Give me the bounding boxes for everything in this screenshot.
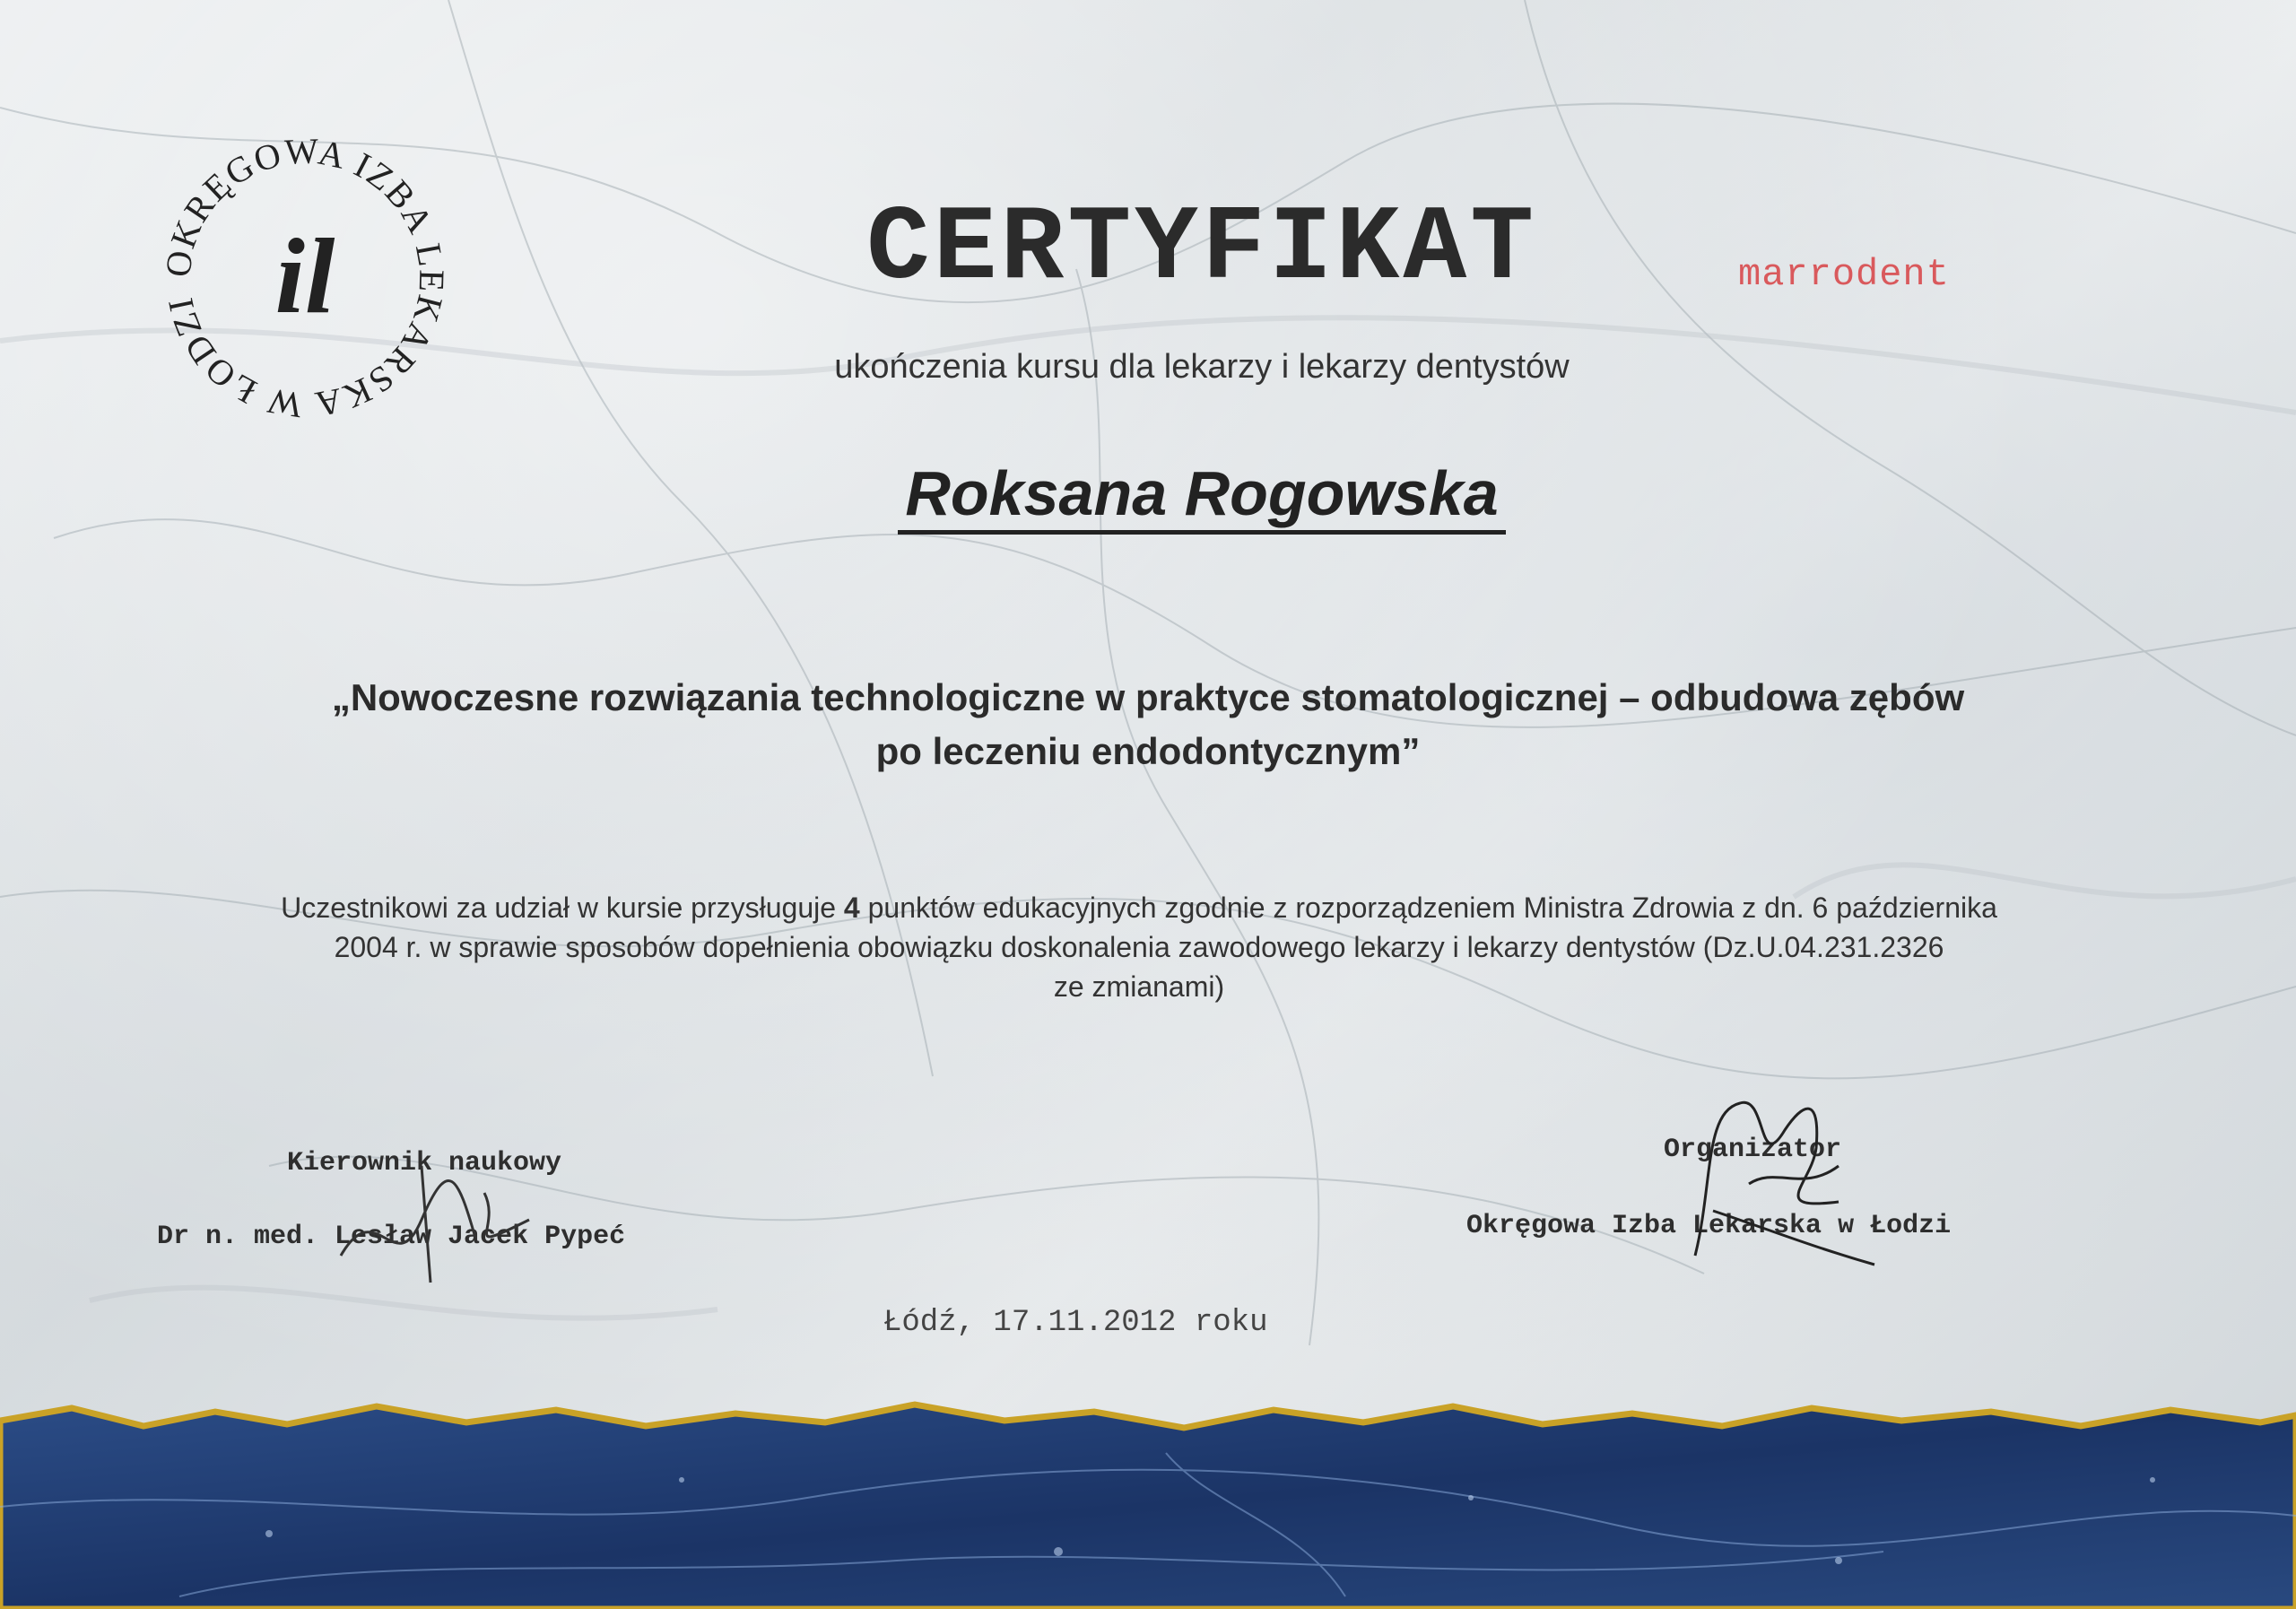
certificate-subtitle: ukończenia kursu dla lekarzy i lekarzy dentystów xyxy=(834,348,1570,386)
points-line1: Uczestnikowi za udział w kursie przysługuje 4 punktów edukacyjnych zgodnie z rozporządzeniem Ministra Zdrowia z dn. 6 października xyxy=(281,891,1997,924)
recipient-name: Roksana Rogowska xyxy=(0,457,2296,529)
left-signatory-name: Dr n. med. Lesław Jacek Pypeć xyxy=(157,1222,626,1252)
right-signature xyxy=(1659,1076,1892,1292)
course-title-line2: po leczeniu endodontycznym” xyxy=(875,730,1421,772)
points-line2: 2004 r. w sprawie sposobów dopełnienia obowiązku doskonalenia zawodowego lekarzy i lekarzy dentystów (Dz.U.04.231.2326 xyxy=(334,931,1944,963)
points-line3: ze zmianami) xyxy=(1053,970,1225,1003)
points-statement xyxy=(108,888,2170,1006)
right-signatory-name: Okręgowa Izba Lekarska w Łodzi xyxy=(1466,1211,1952,1241)
course-title-line1: „Nowoczesne rozwiązania technologiczne w praktyce stomatologicznej – odbudowa zębów xyxy=(331,676,1965,718)
certificate-title: CERTYFIKAT xyxy=(865,190,1538,309)
brand-name: marrodent xyxy=(1738,253,1950,296)
place-and-date: Łódź, 17.11.2012 roku xyxy=(883,1306,1268,1340)
svg-text:OKRĘGOWA IZBA LEKARSKA W ŁODZI: OKRĘGOWA IZBA LEKARSKA W ŁODZI xyxy=(157,130,453,426)
left-signature xyxy=(323,1139,556,1292)
decorative-marble-band xyxy=(0,1399,2296,1609)
points-value: 4 xyxy=(843,891,860,924)
right-signatory-role: Organizator xyxy=(1664,1135,1842,1165)
course-title xyxy=(0,671,2296,778)
svg-text:il: il xyxy=(274,216,335,335)
left-signatory-role: Kierownik naukowy xyxy=(287,1148,562,1178)
